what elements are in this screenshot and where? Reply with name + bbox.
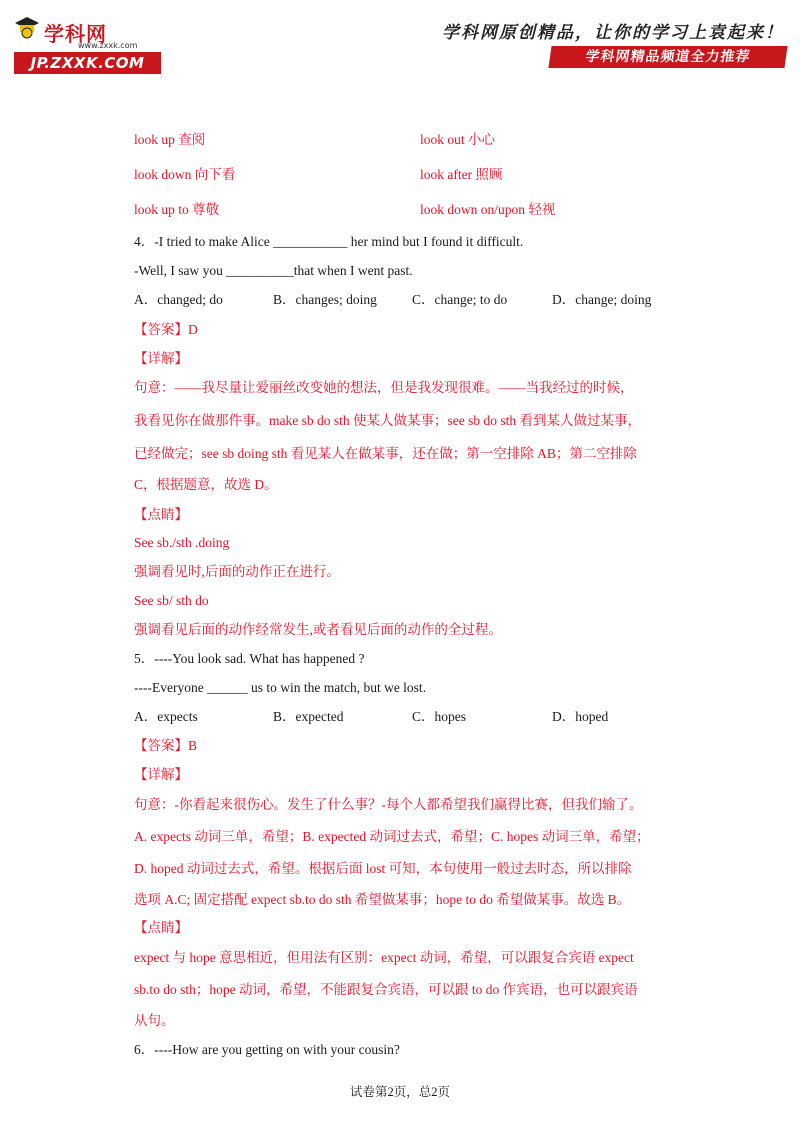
logo-url: www.zxxk.com — [78, 41, 138, 50]
q4-line2: -Well, I saw you __________that when I went past. — [134, 263, 413, 278]
q5-line1: 5．----You look sad. What has happened ? — [134, 651, 365, 666]
q4-tip-line: See sb/ sth do — [134, 593, 209, 608]
q5-detail-label: 【详解】 — [134, 767, 188, 782]
q4-line1: 4．-I tried to make Alice ___________ her mind but I found it difficult. — [134, 234, 524, 249]
q4-tip-label: 【点睛】 — [134, 507, 188, 522]
q4-option-a: A．changed; do — [134, 292, 223, 307]
q5-line2: ----Everyone ______ us to win the match, but we lost. — [134, 680, 427, 695]
q5-option-d: D．hoped — [552, 709, 609, 724]
q5-detail-line: 句意：-你看起来很伤心。发生了什么事？-每个人都希望我们赢得比赛，但我们输了。 — [134, 797, 643, 812]
q5-option-c: C．hopes — [412, 709, 466, 724]
q5-detail-line: D. hoped 动词过去式，希望。根据后面 lost 可知，本句使用一般过去时态，所以排除 — [134, 861, 632, 876]
q4-answer: 【答案】D — [134, 322, 198, 337]
phrase-left: look up 查阅 — [134, 132, 206, 147]
q5-answer: 【答案】B — [134, 738, 198, 753]
q4-option-c: C．change; to do — [412, 292, 508, 307]
header-slogan: 学科网原创精品，让你的学习上袁起来！ — [442, 23, 784, 43]
zxxk-logo[interactable] — [14, 14, 164, 74]
logo-domain-bar: JP.ZXXK.COM — [14, 52, 161, 74]
logo-name: 学科网 — [44, 22, 107, 46]
q5-tip-line: expect 与 hope 意思相近，但用法有区别：expect 动词，希望，可以跟复合宾语 expect — [134, 950, 634, 965]
q5-detail-line: A. expects 动词三单，希望；B. expected 动词过去式，希望；C. hopes 动词三单，希望； — [134, 829, 650, 844]
q4-tip-line: 强调看见后面的动作经常发生,或者看见后面的动作的全过程。 — [134, 622, 502, 637]
phrase-right: look out 小心 — [420, 132, 496, 147]
q4-detail-line: 我看见你在做那件事。make sb do sth 使某人做某事；see sb do sth 看到某人做过某事， — [134, 413, 641, 428]
page-footer: 试卷第2页，总2页 — [349, 1085, 450, 1099]
q4-detail-line: 已经做完；see sb doing sth 看见某人在做某事，还在做；第一空排除 AB；第二空排除 — [134, 446, 637, 461]
phrase-left: look up to 尊敬 — [134, 202, 220, 217]
q4-detail-label: 【详解】 — [134, 351, 188, 366]
q4-option-d: D．change; doing — [552, 292, 652, 307]
phrase-right: look down on/upon 轻视 — [420, 202, 556, 217]
q4-detail-line: 句意：——我尽量让爱丽丝改变她的想法，但是我发现很难。——当我经过的时候， — [134, 380, 634, 395]
q5-tip-line: sb.to do sth；hope 动词，希望，不能跟复合宾语，可以跟 to do 作宾语，也可以跟宾语 — [134, 982, 638, 997]
channel-banner: 学科网精品频道全力推荐 — [548, 46, 787, 68]
phrase-left: look down 向下看 — [134, 167, 236, 182]
q5-option-a: A．expects — [134, 709, 198, 724]
q5-tip-label: 【点睛】 — [134, 920, 188, 935]
q5-detail-line: 选项 A.C; 固定搭配 expect sb.to do sth 希望做某事；hope to do 希望做某事。故选 B。 — [134, 892, 631, 907]
q4-tip-line: See sb./sth .doing — [134, 535, 230, 550]
page-header — [0, 0, 800, 80]
q4-tip-line: 强调看见时,后面的动作正在进行。 — [134, 564, 340, 579]
q5-option-b: B．expected — [273, 709, 344, 724]
q5-tip-line: 从句。 — [134, 1013, 175, 1028]
phrase-right: look after 照顾 — [420, 167, 503, 182]
q4-option-b: B．changes; doing — [273, 292, 377, 307]
q4-detail-line: C，根据题意，故选 D。 — [134, 477, 278, 492]
graduation-cap-icon — [14, 14, 40, 40]
q6-line1: 6．----How are you getting on with your cousin? — [134, 1042, 400, 1057]
